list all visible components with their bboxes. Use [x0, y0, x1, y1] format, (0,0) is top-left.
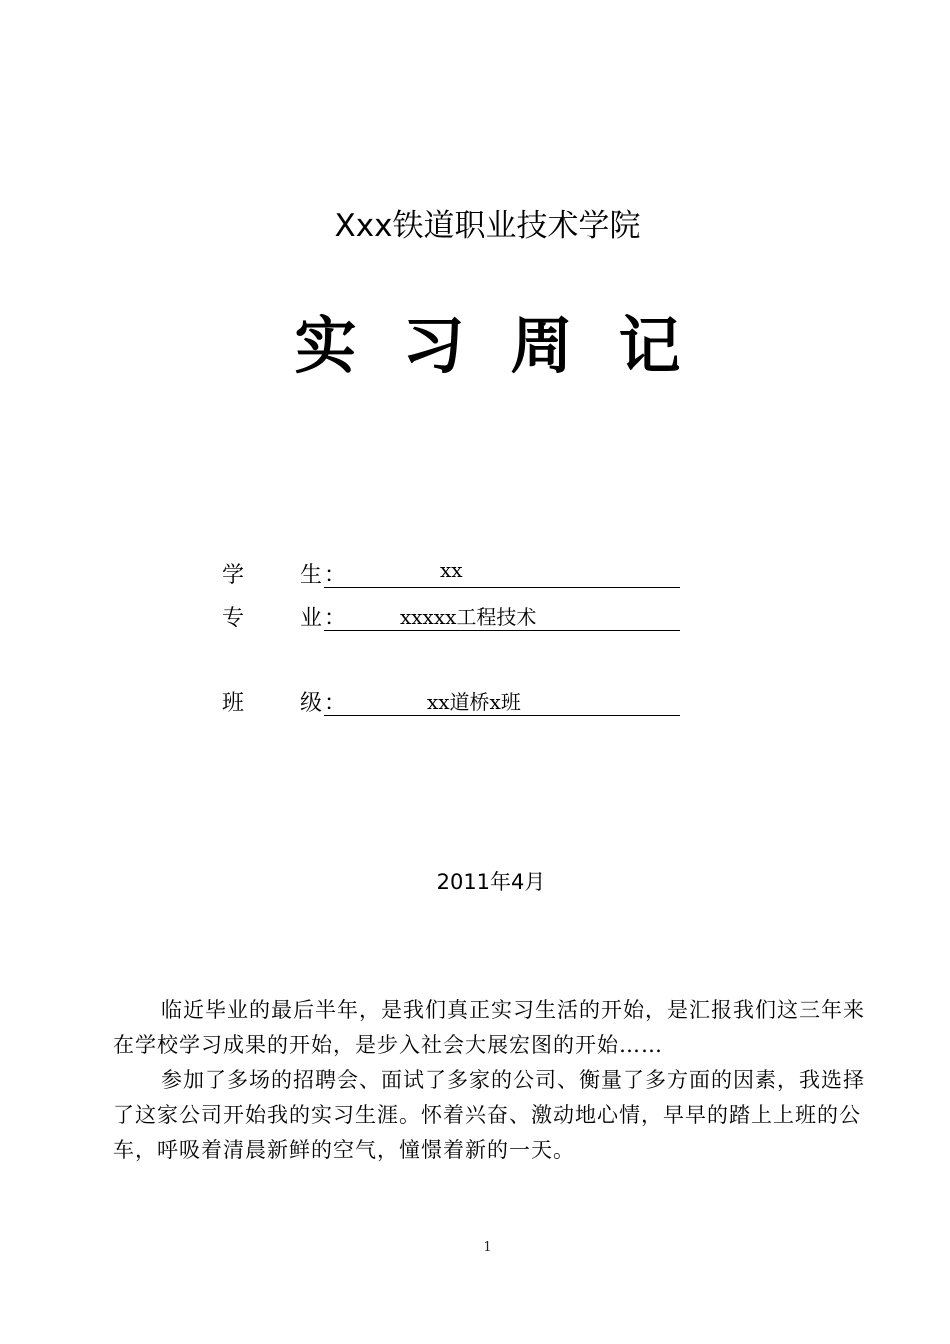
major-field — [324, 601, 680, 631]
body-text — [113, 993, 873, 1168]
student-label-colon: ： — [324, 563, 347, 588]
student-field — [324, 558, 680, 588]
title-char: 实 — [294, 309, 357, 382]
major-row — [222, 601, 682, 633]
class-label-char: 班 — [222, 691, 245, 716]
class-value: xx道桥x班 — [427, 690, 521, 714]
major-label-char: 业 — [300, 606, 323, 631]
title-char: 周 — [510, 309, 573, 382]
student-row — [222, 558, 682, 590]
major-label-colon: ： — [324, 606, 347, 631]
student-label-char: 学 — [222, 563, 245, 588]
class-label-colon: ： — [324, 691, 347, 716]
page-number: 1 — [483, 1240, 492, 1255]
student-value: xx — [440, 558, 463, 582]
school-name: Xxx铁道职业技术学院 — [334, 208, 641, 244]
major-label-char: 专 — [222, 606, 245, 631]
paragraph: 临近毕业的最后半年，是我们真正实习生活的开始，是汇报我们这三年来在学校学习成果的开始，是步入社会大展宏图的开始…… — [113, 998, 865, 1057]
major-value: xxxxx工程技术 — [400, 605, 537, 629]
class-field — [324, 686, 680, 716]
document-date: 2011年4月 — [436, 870, 546, 894]
student-label-char: 生 — [300, 563, 323, 588]
class-row — [222, 686, 682, 718]
title-char: 习 — [402, 309, 465, 382]
document-title — [0, 296, 950, 385]
title-char: 记 — [618, 309, 681, 382]
class-label-char: 级 — [300, 691, 323, 716]
paragraph: 参加了多场的招聘会、面试了多家的公司、衡量了多方面的因素，我选择了这家公司开始我的实习生涯。怀着兴奋、激动地心情，早早的踏上上班的公车，呼吸着清晨新鲜的空气，憧憬着新的一天。 — [113, 1068, 865, 1162]
